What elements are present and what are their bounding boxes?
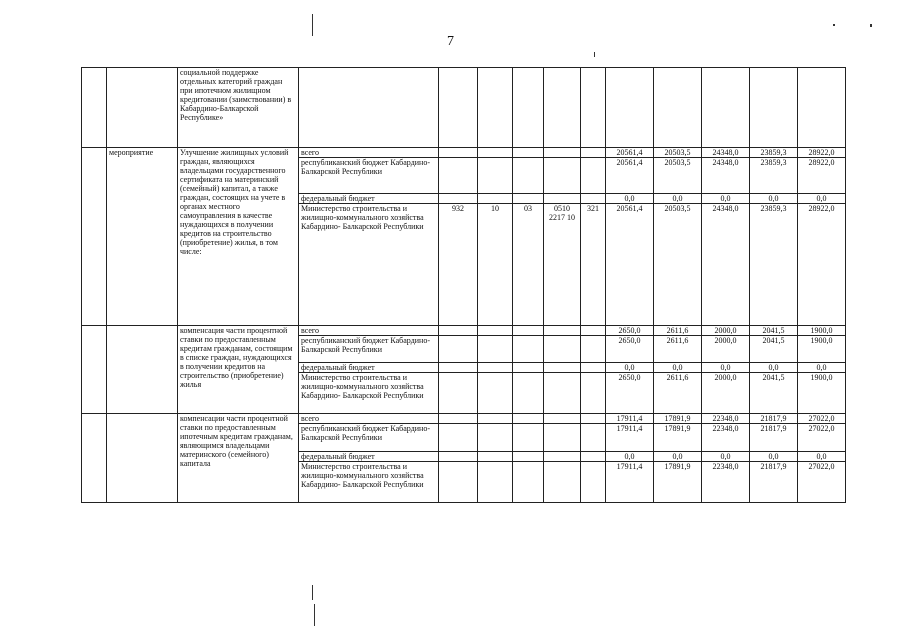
vr-code-cell [581, 462, 606, 503]
amount-cell: 28922,0 [798, 158, 846, 194]
rz-code-cell [478, 326, 513, 336]
amount-cell: 17891,9 [654, 424, 702, 452]
amount-cell: 2041,5 [750, 326, 798, 336]
empty-cell [439, 68, 478, 148]
grbs-code-cell [439, 148, 478, 158]
vr-code-cell: 321 [581, 204, 606, 326]
vr-code-cell [581, 363, 606, 373]
rz-code-cell: 10 [478, 204, 513, 326]
amount-cell: 0,0 [798, 363, 846, 373]
amount-cell: 2611,6 [654, 336, 702, 363]
pr-code-cell [513, 148, 544, 158]
amount-cell: 27022,0 [798, 414, 846, 424]
rz-code-cell [478, 462, 513, 503]
rz-code-cell [478, 148, 513, 158]
amount-cell: 2000,0 [702, 326, 750, 336]
vr-code-cell [581, 158, 606, 194]
csr-code-cell [544, 452, 581, 462]
vr-code-cell [581, 452, 606, 462]
rz-code-cell [478, 424, 513, 452]
vr-code-cell [581, 424, 606, 452]
grbs-code-cell [439, 158, 478, 194]
amount-cell: 17891,9 [654, 462, 702, 503]
type-cell [107, 68, 178, 148]
empty-cell [750, 68, 798, 148]
type-cell [107, 414, 178, 503]
amount-cell: 17891,9 [654, 414, 702, 424]
funding-source-cell: Министерство строительства и жилищно-коммунального хозяйства Кабардино- Балкарской Республики [299, 373, 439, 414]
scan-mark [870, 24, 872, 27]
csr-code-cell [544, 336, 581, 363]
type-cell: мероприятие [107, 148, 178, 326]
type-cell [107, 326, 178, 414]
vr-code-cell [581, 414, 606, 424]
pr-code-cell [513, 452, 544, 462]
amount-cell: 2000,0 [702, 336, 750, 363]
csr-code-cell [544, 158, 581, 194]
pr-code-cell [513, 373, 544, 414]
amount-cell: 2611,6 [654, 373, 702, 414]
amount-cell: 20503,5 [654, 204, 702, 326]
pr-code-cell [513, 462, 544, 503]
amount-cell: 2611,6 [654, 326, 702, 336]
csr-code-cell [544, 148, 581, 158]
scan-mark [594, 52, 595, 57]
budget-table [81, 67, 846, 503]
empty-cell [798, 68, 846, 148]
grbs-code-cell [439, 452, 478, 462]
description-cell: Улучшение жилищных условий граждан, являющихся владельцами государственного сертификата на материнский (семейный) капитал, а также граждан, состоящих на учете в органах местного самоуправления в качестве нуждающихся в получении кредитов на строительство (приобретение) жилья, в том числе: [178, 148, 299, 326]
amount-cell: 20561,4 [606, 148, 654, 158]
funding-source-cell: республиканский бюджет Кабардино- Балкарской Республики [299, 336, 439, 363]
scan-mark [312, 585, 313, 600]
amount-cell: 28922,0 [798, 204, 846, 326]
vr-code-cell [581, 336, 606, 363]
rz-code-cell [478, 194, 513, 204]
amount-cell: 0,0 [606, 452, 654, 462]
funding-source-cell: всего [299, 148, 439, 158]
vr-code-cell [581, 194, 606, 204]
amount-cell: 2000,0 [702, 373, 750, 414]
funding-source-cell: федеральный бюджет [299, 363, 439, 373]
grbs-code-cell [439, 326, 478, 336]
amount-cell: 22348,0 [702, 414, 750, 424]
amount-cell: 0,0 [702, 363, 750, 373]
funding-source-cell: республиканский бюджет Кабардино- Балкарской Республики [299, 158, 439, 194]
amount-cell: 0,0 [654, 194, 702, 204]
amount-cell: 0,0 [750, 363, 798, 373]
rz-code-cell [478, 336, 513, 363]
pr-code-cell: 03 [513, 204, 544, 326]
description-cell: социальной поддержке отдельных категорий граждан при ипотечном жилищном кредитовании (заимствовании) в Кабардино-Балкарской Республике» [178, 68, 299, 148]
csr-code-cell [544, 424, 581, 452]
pr-code-cell [513, 424, 544, 452]
amount-cell: 20561,4 [606, 158, 654, 194]
rz-code-cell [478, 158, 513, 194]
empty-cell [606, 68, 654, 148]
scan-mark [314, 604, 315, 626]
index-cell [82, 68, 107, 148]
amount-cell: 2650,0 [606, 336, 654, 363]
amount-cell: 22348,0 [702, 462, 750, 503]
amount-cell: 1900,0 [798, 326, 846, 336]
amount-cell: 21817,9 [750, 462, 798, 503]
amount-cell: 1900,0 [798, 373, 846, 414]
amount-cell: 2650,0 [606, 326, 654, 336]
grbs-code-cell [439, 336, 478, 363]
table-row [82, 326, 846, 336]
amount-cell: 28922,0 [798, 148, 846, 158]
vr-code-cell [581, 373, 606, 414]
index-cell [82, 326, 107, 414]
table-row [82, 68, 846, 148]
amount-cell: 17911,4 [606, 462, 654, 503]
amount-cell: 2041,5 [750, 336, 798, 363]
amount-cell: 0,0 [798, 452, 846, 462]
csr-code-cell: 0510 2217 10 [544, 204, 581, 326]
amount-cell: 0,0 [654, 363, 702, 373]
pr-code-cell [513, 363, 544, 373]
amount-cell: 23859,3 [750, 148, 798, 158]
amount-cell: 21817,9 [750, 414, 798, 424]
grbs-code-cell [439, 194, 478, 204]
empty-cell [654, 68, 702, 148]
index-cell [82, 414, 107, 503]
amount-cell: 0,0 [750, 452, 798, 462]
grbs-code-cell: 932 [439, 204, 478, 326]
table-row [82, 148, 846, 158]
csr-code-cell [544, 326, 581, 336]
pr-code-cell [513, 158, 544, 194]
csr-code-cell [544, 194, 581, 204]
amount-cell: 24348,0 [702, 204, 750, 326]
amount-cell: 0,0 [606, 194, 654, 204]
grbs-code-cell [439, 462, 478, 503]
amount-cell: 24348,0 [702, 158, 750, 194]
scan-mark [312, 14, 313, 36]
funding-source-cell: всего [299, 326, 439, 336]
funding-source-cell: Министерство строительства и жилищно-коммунального хозяйства Кабардино- Балкарской Республики [299, 204, 439, 326]
funding-source-cell: федеральный бюджет [299, 194, 439, 204]
amount-cell: 2650,0 [606, 373, 654, 414]
description-cell: компенсации части процентной ставки по предоставленным ипотечным кредитам гражданам, являющимся владельцами материнского (семейного) капитала [178, 414, 299, 503]
amount-cell: 20503,5 [654, 158, 702, 194]
pr-code-cell [513, 336, 544, 363]
grbs-code-cell [439, 363, 478, 373]
amount-cell: 20561,4 [606, 204, 654, 326]
pr-code-cell [513, 194, 544, 204]
amount-cell: 20503,5 [654, 148, 702, 158]
csr-code-cell [544, 373, 581, 414]
amount-cell: 24348,0 [702, 148, 750, 158]
rz-code-cell [478, 363, 513, 373]
amount-cell: 21817,9 [750, 424, 798, 452]
funding-source-cell: федеральный бюджет [299, 452, 439, 462]
index-cell [82, 148, 107, 326]
amount-cell: 0,0 [702, 194, 750, 204]
amount-cell: 0,0 [702, 452, 750, 462]
amount-cell: 2041,5 [750, 373, 798, 414]
amount-cell: 27022,0 [798, 462, 846, 503]
table-row [82, 414, 846, 424]
amount-cell: 1900,0 [798, 336, 846, 363]
csr-code-cell [544, 462, 581, 503]
pr-code-cell [513, 414, 544, 424]
amount-cell: 23859,3 [750, 158, 798, 194]
grbs-code-cell [439, 414, 478, 424]
funding-source-cell [299, 68, 439, 148]
funding-source-cell: всего [299, 414, 439, 424]
empty-cell [478, 68, 513, 148]
amount-cell: 0,0 [606, 363, 654, 373]
csr-code-cell [544, 414, 581, 424]
funding-source-cell: республиканский бюджет Кабардино- Балкарской Республики [299, 424, 439, 452]
amount-cell: 0,0 [654, 452, 702, 462]
amount-cell: 17911,4 [606, 414, 654, 424]
amount-cell: 0,0 [750, 194, 798, 204]
amount-cell: 0,0 [798, 194, 846, 204]
empty-cell [513, 68, 544, 148]
empty-cell [702, 68, 750, 148]
grbs-code-cell [439, 373, 478, 414]
funding-source-cell: Министерство строительства и жилищно-коммунального хозяйства Кабардино- Балкарской Республики [299, 462, 439, 503]
rz-code-cell [478, 414, 513, 424]
rz-code-cell [478, 452, 513, 462]
empty-cell [544, 68, 581, 148]
vr-code-cell [581, 148, 606, 158]
grbs-code-cell [439, 424, 478, 452]
pr-code-cell [513, 326, 544, 336]
amount-cell: 23859,3 [750, 204, 798, 326]
empty-cell [581, 68, 606, 148]
amount-cell: 17911,4 [606, 424, 654, 452]
amount-cell: 22348,0 [702, 424, 750, 452]
description-cell: компенсация части процентной ставки по предоставленным кредитам гражданам, состоящим в списке граждан, нуждающихся в получении кредитов на строительство (приобретение) жилья [178, 326, 299, 414]
csr-code-cell [544, 363, 581, 373]
page-number: 7 [447, 34, 454, 49]
vr-code-cell [581, 326, 606, 336]
amount-cell: 27022,0 [798, 424, 846, 452]
rz-code-cell [478, 373, 513, 414]
scan-mark [833, 24, 835, 26]
